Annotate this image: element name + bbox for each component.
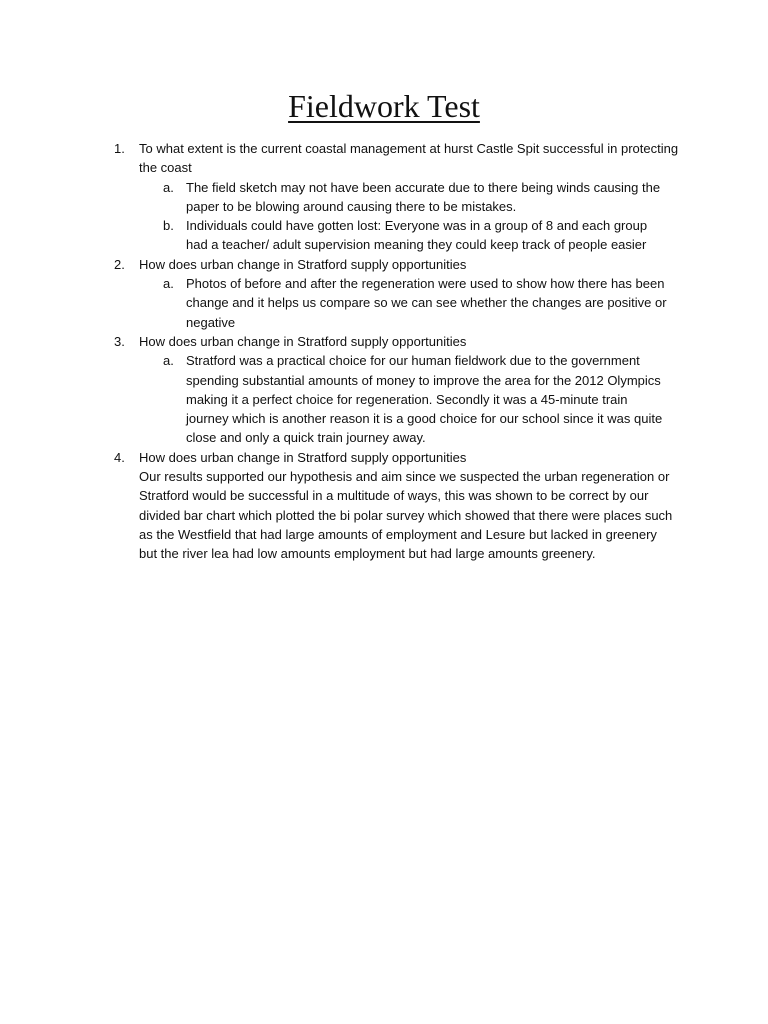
document-title: Fieldwork Test (288, 88, 480, 124)
answer-text: The field sketch may not have been accurate due to there being winds causing the paper to be blowing around causing there to be mistakes. (186, 179, 661, 214)
answer-1b (0, 216, 672, 255)
question-1 (0, 139, 684, 178)
answer-letter: a. (163, 353, 174, 369)
answer-4-paragraph: Our results supported our hypothesis and aim since we suspected the urban regeneration or Stratford would be successful in a multitude of ways, this was shown to be correct by our divided bar chart which plotted the bi polar survey which showed that there were places such as the Westfield that had large amounts of employment and Lesure but lacked in greenery but the river lea had low amounts employment but had large amounts greenery. (139, 469, 673, 562)
answer-text: Individuals could have gotten lost: Everyone was in a group of 8 and each group had a teacher/ adult supervision meaning they could keep track of people easier (186, 218, 648, 253)
question-number: 3. (114, 333, 125, 349)
question-text: To what extent is the current coastal management at hurst Castle Spit successful in protecting the coast (139, 141, 679, 176)
question-3 (0, 332, 684, 351)
answer-letter: a. (163, 179, 174, 195)
question-number: 4. (114, 449, 125, 465)
document-body (0, 139, 768, 564)
answer-1a (0, 178, 672, 217)
question-number: 2. (114, 256, 125, 272)
question-number: 1. (114, 141, 125, 156)
question-text: How does urban change in Stratford supply opportunities (139, 333, 467, 349)
question-text: How does urban change in Stratford supply opportunities (139, 449, 467, 465)
question-text: How does urban change in Stratford supply opportunities (139, 256, 467, 272)
answer-2a (0, 274, 672, 332)
answer-3a (0, 351, 672, 447)
question-2 (0, 255, 684, 274)
answer-letter: b. (163, 218, 174, 234)
answer-text: Stratford was a practical choice for our human fieldwork due to the government spending substantial amounts of money to improve the area for the 2012 Olympics making it a perfect choice for regeneration. Secondly it was a 45-minute train journey which is another reason it is a good choice for our school since it was quite close and only a quick train journey away. (186, 353, 663, 446)
answer-letter: a. (163, 276, 174, 292)
answer-text: Photos of before and after the regeneration were used to show how there has been change and it helps us compare so we can see whether the changes are positive or negative (186, 276, 667, 330)
question-4 (0, 448, 684, 467)
